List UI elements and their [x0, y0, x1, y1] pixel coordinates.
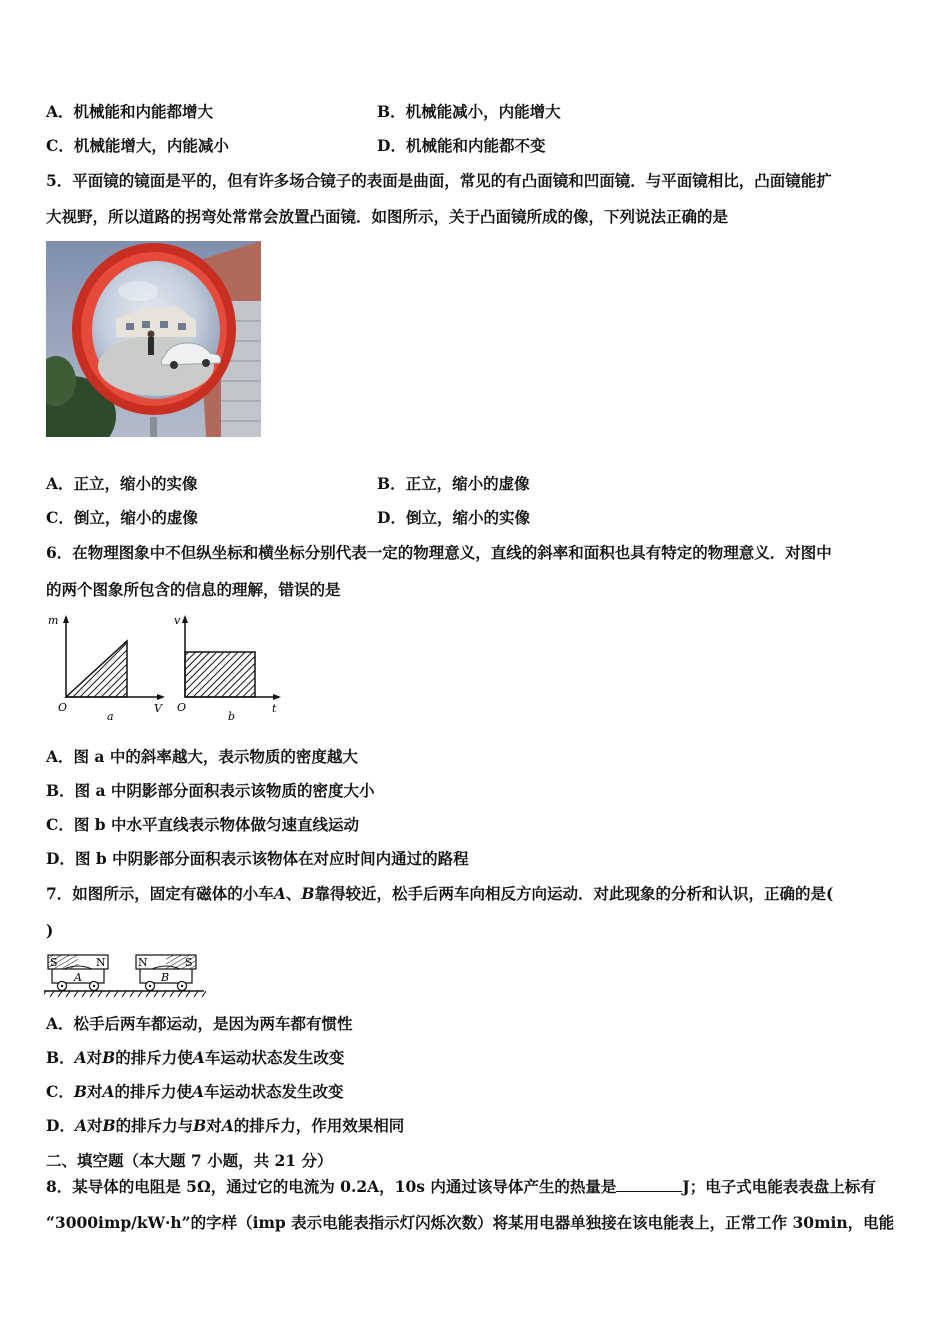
section-heading: 二、填空题（本大题 7 小题，共 21 分）	[46, 1151, 333, 1170]
graph-a-caption: a	[107, 710, 114, 723]
graph-b-ylabel: v	[174, 614, 181, 627]
car-b	[136, 955, 196, 991]
q4-option-a: A．机械能和内能都增大	[46, 102, 214, 121]
q7-magnet-cars-figure	[44, 951, 206, 999]
graph-a-ylabel: m	[48, 614, 59, 627]
graph-b-origin: O	[177, 701, 187, 714]
q6-option-a: A．图 a 中的斜率越大，表示物质的密度越大	[46, 747, 358, 766]
convex-mirror-photo	[46, 241, 261, 437]
q6-option-d: D．图 b 中阴影部分面积表示该物体在对应时间内通过的路程	[46, 849, 469, 868]
car-b-right-pole: S	[185, 956, 193, 969]
q4-option-b: B．机械能减小，内能增大	[377, 102, 561, 121]
car-a	[48, 955, 108, 991]
q6-option-b: B．图 a 中阴影部分面积表示该物质的密度大小	[46, 781, 375, 800]
q5-option-a: A．正立，缩小的实像	[46, 474, 198, 493]
graph-b-xlabel: t	[272, 702, 277, 715]
q6-option-c: C．图 b 中水平直线表示物体做匀速直线运动	[46, 815, 359, 834]
q7-stem-line2: )	[46, 921, 54, 940]
q6-stem-line1: 6．在物理图象中不但纵坐标和横坐标分别代表一定的物理意义，直线的斜率和面积也具有特定的物理意义．对图中	[46, 543, 832, 562]
graph-b	[174, 614, 281, 723]
graph-a-origin: O	[58, 701, 68, 714]
q6-stem-line2: 的两个图象所包含的信息的理解，错误的是	[46, 580, 341, 599]
q7-option-d: D．A对B的排斥力与B对A的排斥力，作用效果相同	[46, 1116, 405, 1135]
car-a-left-pole: S	[50, 956, 58, 969]
q7-option-b: B．A对B的排斥力使A车运动状态发生改变	[46, 1048, 345, 1067]
graph-a	[48, 614, 165, 723]
car-a-right-pole: N	[96, 956, 106, 969]
q8-answer-blank[interactable]	[616, 1177, 682, 1192]
q5-stem-line2: 大视野，所以道路的拐弯处常常会放置凸面镜．如图所示，关于凸面镜所成的像，下列说法正确的是	[46, 207, 729, 226]
car-a-label: A	[74, 971, 82, 984]
q7-stem-line1: 7．如图所示，固定有磁体的小车A、B靠得较近，松手后两车向相反方向运动．对此现象的分析和认识，正确的是(	[46, 884, 834, 903]
q7-option-a: A．松手后两车都运动，是因为两车都有惯性	[46, 1014, 353, 1033]
q6-graphs-figure	[44, 612, 292, 724]
q8-stem-line2: “3000imp/kW·h”的字样（imp 表示电能表指示灯闪烁次数）将某用电器单独接在该电能表上，正常工作 30min，电能	[46, 1213, 895, 1232]
q5-option-b: B．正立，缩小的虚像	[377, 474, 530, 493]
q4-option-c: C．机械能增大，内能减小	[46, 136, 229, 155]
q7-option-c: C．B对A的排斥力使A车运动状态发生改变	[46, 1082, 344, 1101]
q4-option-d: D．机械能和内能都不变	[377, 136, 546, 155]
q5-stem-line1: 5．平面镜的镜面是平的，但有许多场合镜子的表面是曲面，常见的有凸面镜和凹面镜．与平面镜相比，凸面镜能扩	[46, 171, 832, 190]
graph-a-xlabel: V	[154, 702, 162, 715]
car-b-label: B	[161, 971, 170, 984]
q5-option-c: C．倒立，缩小的虚像	[46, 508, 198, 527]
q5-option-d: D．倒立，缩小的实像	[377, 508, 530, 527]
car-b-left-pole: N	[138, 956, 148, 969]
graph-b-caption: b	[228, 710, 236, 723]
q8-stem-line1: 8．某导体的电阻是 5Ω，通过它的电流为 0.2A，10s 内通过该导体产生的热量是 J；电子式电能表表盘上标有	[46, 1177, 876, 1196]
